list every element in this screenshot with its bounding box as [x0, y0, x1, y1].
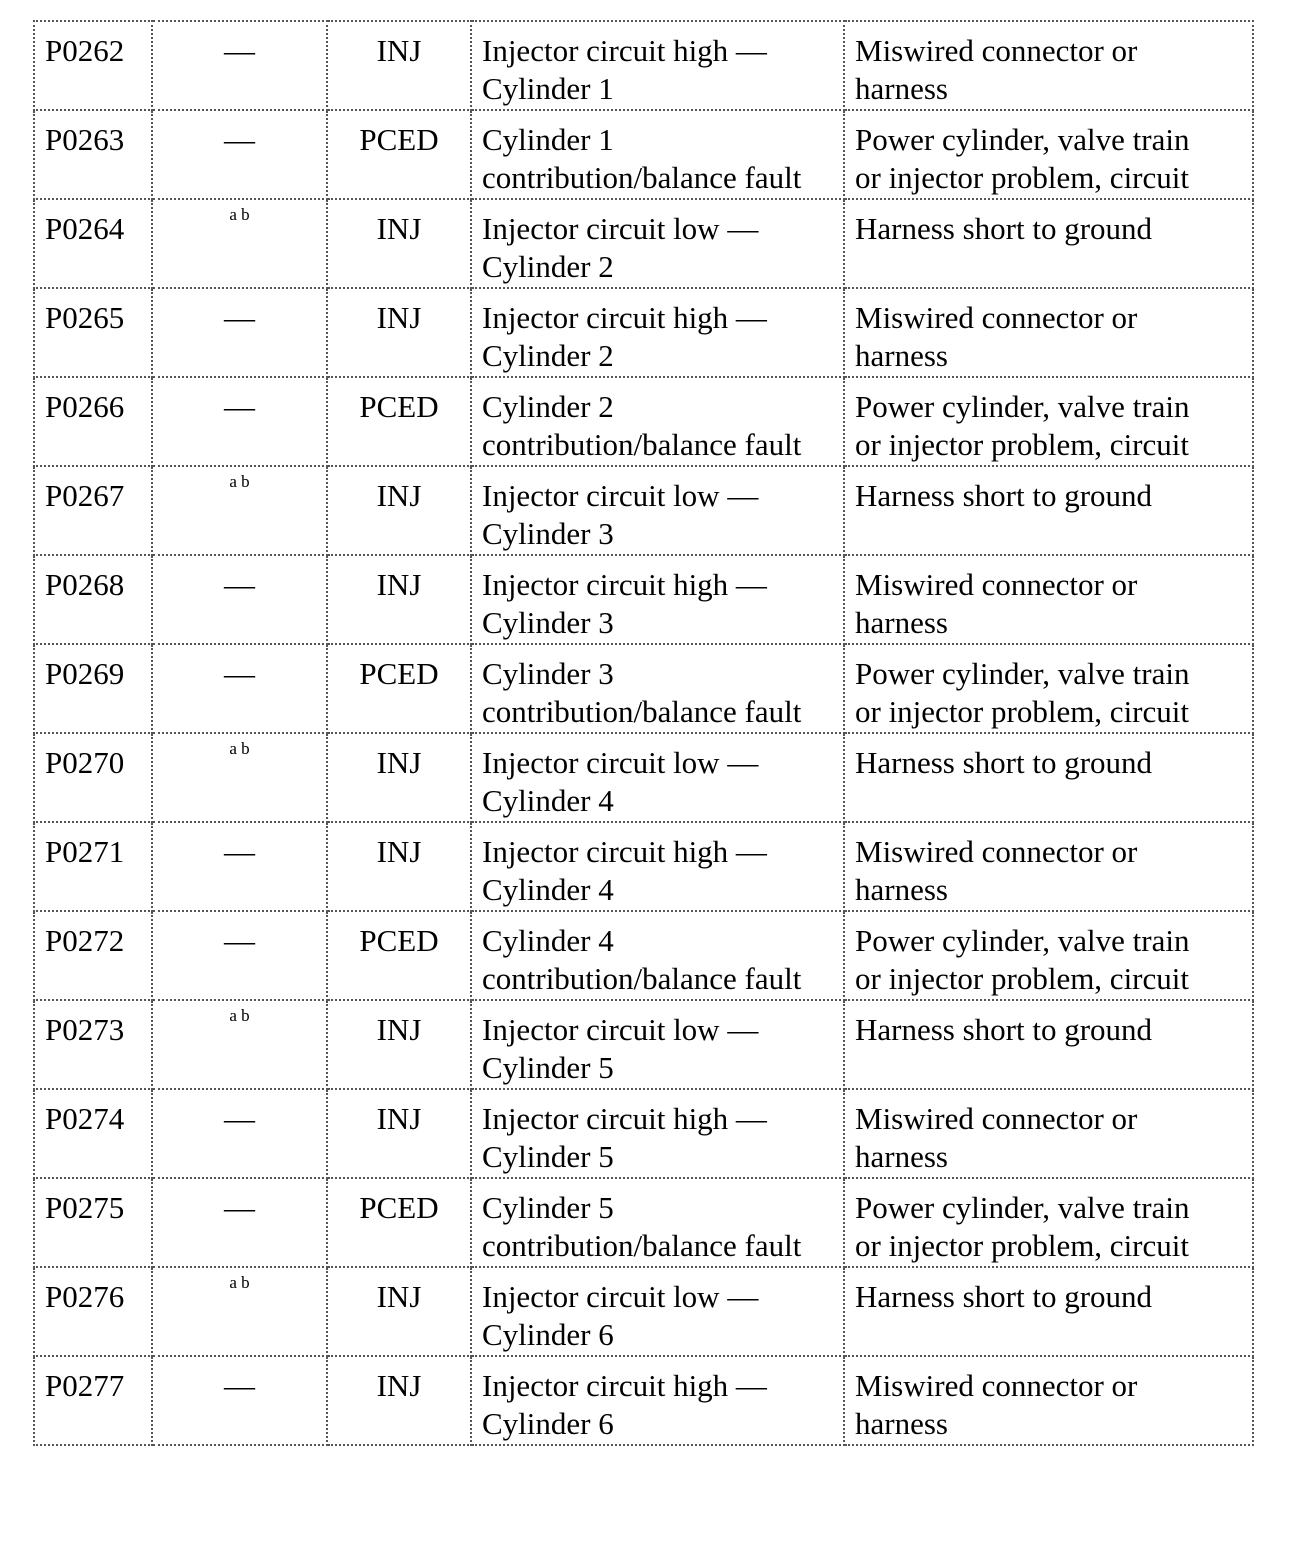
table-row: [34, 377, 1253, 466]
monitor-cell-text: INJ: [376, 1279, 422, 1314]
description-cell: [471, 288, 844, 377]
description-cell-text: Cylinder 2 contribution/balance fault: [482, 389, 802, 462]
table-row: [34, 466, 1253, 555]
cause-cell-text: Harness short to ground: [855, 478, 1153, 513]
monitor-cell: [327, 644, 471, 733]
flag-cell: [152, 110, 327, 199]
monitor-cell-text: PCED: [359, 122, 439, 157]
monitor-cell: [327, 1356, 471, 1445]
description-cell: [471, 1000, 844, 1089]
table-row: [34, 288, 1253, 377]
dtc-code-cell: [34, 1356, 152, 1445]
table-row: [34, 1089, 1253, 1178]
monitor-cell-text: INJ: [376, 33, 422, 68]
cause-cell: [844, 822, 1253, 911]
dtc-code-cell: [34, 1178, 152, 1267]
cause-cell-text: Power cylinder, valve train or injector problem, circuit: [855, 923, 1190, 996]
description-cell: [471, 110, 844, 199]
description-cell-text: Cylinder 4 contribution/balance fault: [482, 923, 802, 996]
cause-cell: [844, 199, 1253, 288]
dtc-code-cell: [34, 466, 152, 555]
monitor-cell-text: INJ: [376, 834, 422, 869]
dtc-code-cell: [34, 288, 152, 377]
flag-cell: [152, 644, 327, 733]
dtc-code-cell: [34, 1089, 152, 1178]
table-row: [34, 21, 1253, 110]
monitor-cell-text: INJ: [376, 211, 422, 246]
description-cell: [471, 555, 844, 644]
cause-cell-text: Harness short to ground: [855, 1279, 1153, 1314]
dash-mark: —: [224, 33, 255, 68]
flag-cell: [152, 733, 327, 822]
cause-cell-text: Miswired connector or harness: [855, 567, 1138, 640]
monitor-cell: [327, 288, 471, 377]
monitor-cell-text: INJ: [376, 1012, 422, 1047]
footnote-marks: a b: [229, 1006, 250, 1025]
flag-cell: [152, 555, 327, 644]
description-cell-text: Injector circuit low — Cylinder 4: [482, 745, 759, 818]
cause-cell-text: Harness short to ground: [855, 745, 1153, 780]
dtc-code-cell-text: P0270: [45, 745, 125, 780]
cause-cell-text: Miswired connector or harness: [855, 300, 1138, 373]
monitor-cell: [327, 110, 471, 199]
table-row: [34, 1356, 1253, 1445]
dtc-code-cell: [34, 644, 152, 733]
dtc-table: [33, 20, 1254, 1446]
dtc-code-cell-text: P0277: [45, 1368, 125, 1403]
table-row: [34, 644, 1253, 733]
description-cell-text: Injector circuit high — Cylinder 6: [482, 1368, 767, 1441]
footnote-marks: a b: [229, 472, 250, 491]
table-row: [34, 199, 1253, 288]
monitor-cell: [327, 466, 471, 555]
cause-cell: [844, 1356, 1253, 1445]
dtc-code-cell: [34, 555, 152, 644]
cause-cell-text: Power cylinder, valve train or injector problem, circuit: [855, 1190, 1190, 1263]
footnote-marks: a b: [229, 205, 250, 224]
monitor-cell: [327, 199, 471, 288]
cause-cell: [844, 733, 1253, 822]
description-cell-text: Injector circuit low — Cylinder 6: [482, 1279, 759, 1352]
dtc-code-cell-text: P0268: [45, 567, 125, 602]
dash-mark: —: [224, 656, 255, 691]
monitor-cell: [327, 822, 471, 911]
monitor-cell: [327, 1000, 471, 1089]
dtc-table-body: [34, 21, 1253, 1445]
cause-cell-text: Harness short to ground: [855, 211, 1153, 246]
flag-cell: [152, 911, 327, 1000]
cause-cell: [844, 1178, 1253, 1267]
flag-cell: [152, 377, 327, 466]
footnote-marks: a b: [229, 739, 250, 758]
monitor-cell-text: PCED: [359, 656, 439, 691]
cause-cell: [844, 21, 1253, 110]
description-cell: [471, 822, 844, 911]
cause-cell: [844, 555, 1253, 644]
dash-mark: —: [224, 389, 255, 424]
flag-cell: [152, 1000, 327, 1089]
flag-cell: [152, 466, 327, 555]
flag-cell: [152, 288, 327, 377]
cause-cell: [844, 911, 1253, 1000]
monitor-cell: [327, 911, 471, 1000]
dtc-code-cell-text: P0263: [45, 122, 125, 157]
dtc-code-cell-text: P0275: [45, 1190, 125, 1225]
description-cell: [471, 377, 844, 466]
dtc-code-cell: [34, 1000, 152, 1089]
description-cell: [471, 733, 844, 822]
dtc-code-cell-text: P0271: [45, 834, 125, 869]
dtc-code-cell-text: P0273: [45, 1012, 125, 1047]
dtc-code-cell: [34, 110, 152, 199]
monitor-cell-text: PCED: [359, 389, 439, 424]
monitor-cell-text: INJ: [376, 478, 422, 513]
monitor-cell: [327, 377, 471, 466]
description-cell-text: Injector circuit low — Cylinder 3: [482, 478, 759, 551]
flag-cell: [152, 1356, 327, 1445]
cause-cell: [844, 1089, 1253, 1178]
monitor-cell: [327, 1267, 471, 1356]
monitor-cell-text: INJ: [376, 300, 422, 335]
dtc-code-cell: [34, 199, 152, 288]
flag-cell: [152, 822, 327, 911]
dtc-code-cell: [34, 822, 152, 911]
dash-mark: —: [224, 1101, 255, 1136]
monitor-cell-text: PCED: [359, 1190, 439, 1225]
description-cell-text: Injector circuit high — Cylinder 2: [482, 300, 767, 373]
dash-mark: —: [224, 300, 255, 335]
dash-mark: —: [224, 567, 255, 602]
description-cell-text: Cylinder 5 contribution/balance fault: [482, 1190, 802, 1263]
dtc-code-cell: [34, 1267, 152, 1356]
monitor-cell: [327, 1089, 471, 1178]
cause-cell: [844, 288, 1253, 377]
dtc-code-cell-text: P0269: [45, 656, 125, 691]
cause-cell: [844, 377, 1253, 466]
cause-cell-text: Power cylinder, valve train or injector problem, circuit: [855, 122, 1190, 195]
flag-cell: [152, 1089, 327, 1178]
dtc-code-cell: [34, 911, 152, 1000]
flag-cell: [152, 21, 327, 110]
monitor-cell: [327, 1178, 471, 1267]
description-cell: [471, 199, 844, 288]
table-row: [34, 1000, 1253, 1089]
description-cell-text: Cylinder 1 contribution/balance fault: [482, 122, 802, 195]
monitor-cell-text: INJ: [376, 745, 422, 780]
description-cell: [471, 1089, 844, 1178]
dash-mark: —: [224, 834, 255, 869]
description-cell-text: Cylinder 3 contribution/balance fault: [482, 656, 802, 729]
cause-cell-text: Power cylinder, valve train or injector problem, circuit: [855, 656, 1190, 729]
flag-cell: [152, 199, 327, 288]
dash-mark: —: [224, 923, 255, 958]
dtc-code-cell: [34, 733, 152, 822]
dash-mark: —: [224, 122, 255, 157]
description-cell-text: Injector circuit high — Cylinder 3: [482, 567, 767, 640]
description-cell-text: Injector circuit low — Cylinder 2: [482, 211, 759, 284]
monitor-cell: [327, 733, 471, 822]
table-row: [34, 1267, 1253, 1356]
monitor-cell: [327, 21, 471, 110]
monitor-cell-text: INJ: [376, 1368, 422, 1403]
description-cell: [471, 1178, 844, 1267]
dtc-code-cell-text: P0274: [45, 1101, 125, 1136]
cause-cell-text: Miswired connector or harness: [855, 834, 1138, 907]
dtc-code-cell-text: P0267: [45, 478, 125, 513]
flag-cell: [152, 1178, 327, 1267]
dtc-code-cell: [34, 377, 152, 466]
cause-cell-text: Miswired connector or harness: [855, 1101, 1138, 1174]
description-cell-text: Injector circuit high — Cylinder 4: [482, 834, 767, 907]
dtc-code-cell-text: P0266: [45, 389, 125, 424]
description-cell-text: Injector circuit high — Cylinder 1: [482, 33, 767, 106]
cause-cell: [844, 1000, 1253, 1089]
cause-cell-text: Miswired connector or harness: [855, 33, 1138, 106]
cause-cell: [844, 466, 1253, 555]
cause-cell-text: Power cylinder, valve train or injector problem, circuit: [855, 389, 1190, 462]
cause-cell: [844, 110, 1253, 199]
table-row: [34, 555, 1253, 644]
footnote-marks: a b: [229, 1273, 250, 1292]
description-cell: [471, 1267, 844, 1356]
description-cell: [471, 644, 844, 733]
table-row: [34, 110, 1253, 199]
dtc-code-cell-text: P0265: [45, 300, 125, 335]
description-cell: [471, 1356, 844, 1445]
description-cell: [471, 911, 844, 1000]
table-row: [34, 1178, 1253, 1267]
dtc-code-cell-text: P0262: [45, 33, 125, 68]
description-cell-text: Injector circuit low — Cylinder 5: [482, 1012, 759, 1085]
dtc-code-cell-text: P0264: [45, 211, 125, 246]
description-cell: [471, 21, 844, 110]
cause-cell: [844, 1267, 1253, 1356]
dash-mark: —: [224, 1368, 255, 1403]
description-cell-text: Injector circuit high — Cylinder 5: [482, 1101, 767, 1174]
dtc-code-cell-text: P0272: [45, 923, 125, 958]
monitor-cell-text: INJ: [376, 1101, 422, 1136]
flag-cell: [152, 1267, 327, 1356]
monitor-cell-text: PCED: [359, 923, 439, 958]
dash-mark: —: [224, 1190, 255, 1225]
cause-cell-text: Miswired connector or harness: [855, 1368, 1138, 1441]
table-row: [34, 822, 1253, 911]
table-row: [34, 911, 1253, 1000]
dtc-code-cell-text: P0276: [45, 1279, 125, 1314]
monitor-cell: [327, 555, 471, 644]
cause-cell: [844, 644, 1253, 733]
dtc-code-cell: [34, 21, 152, 110]
monitor-cell-text: INJ: [376, 567, 422, 602]
cause-cell-text: Harness short to ground: [855, 1012, 1153, 1047]
table-row: [34, 733, 1253, 822]
description-cell: [471, 466, 844, 555]
